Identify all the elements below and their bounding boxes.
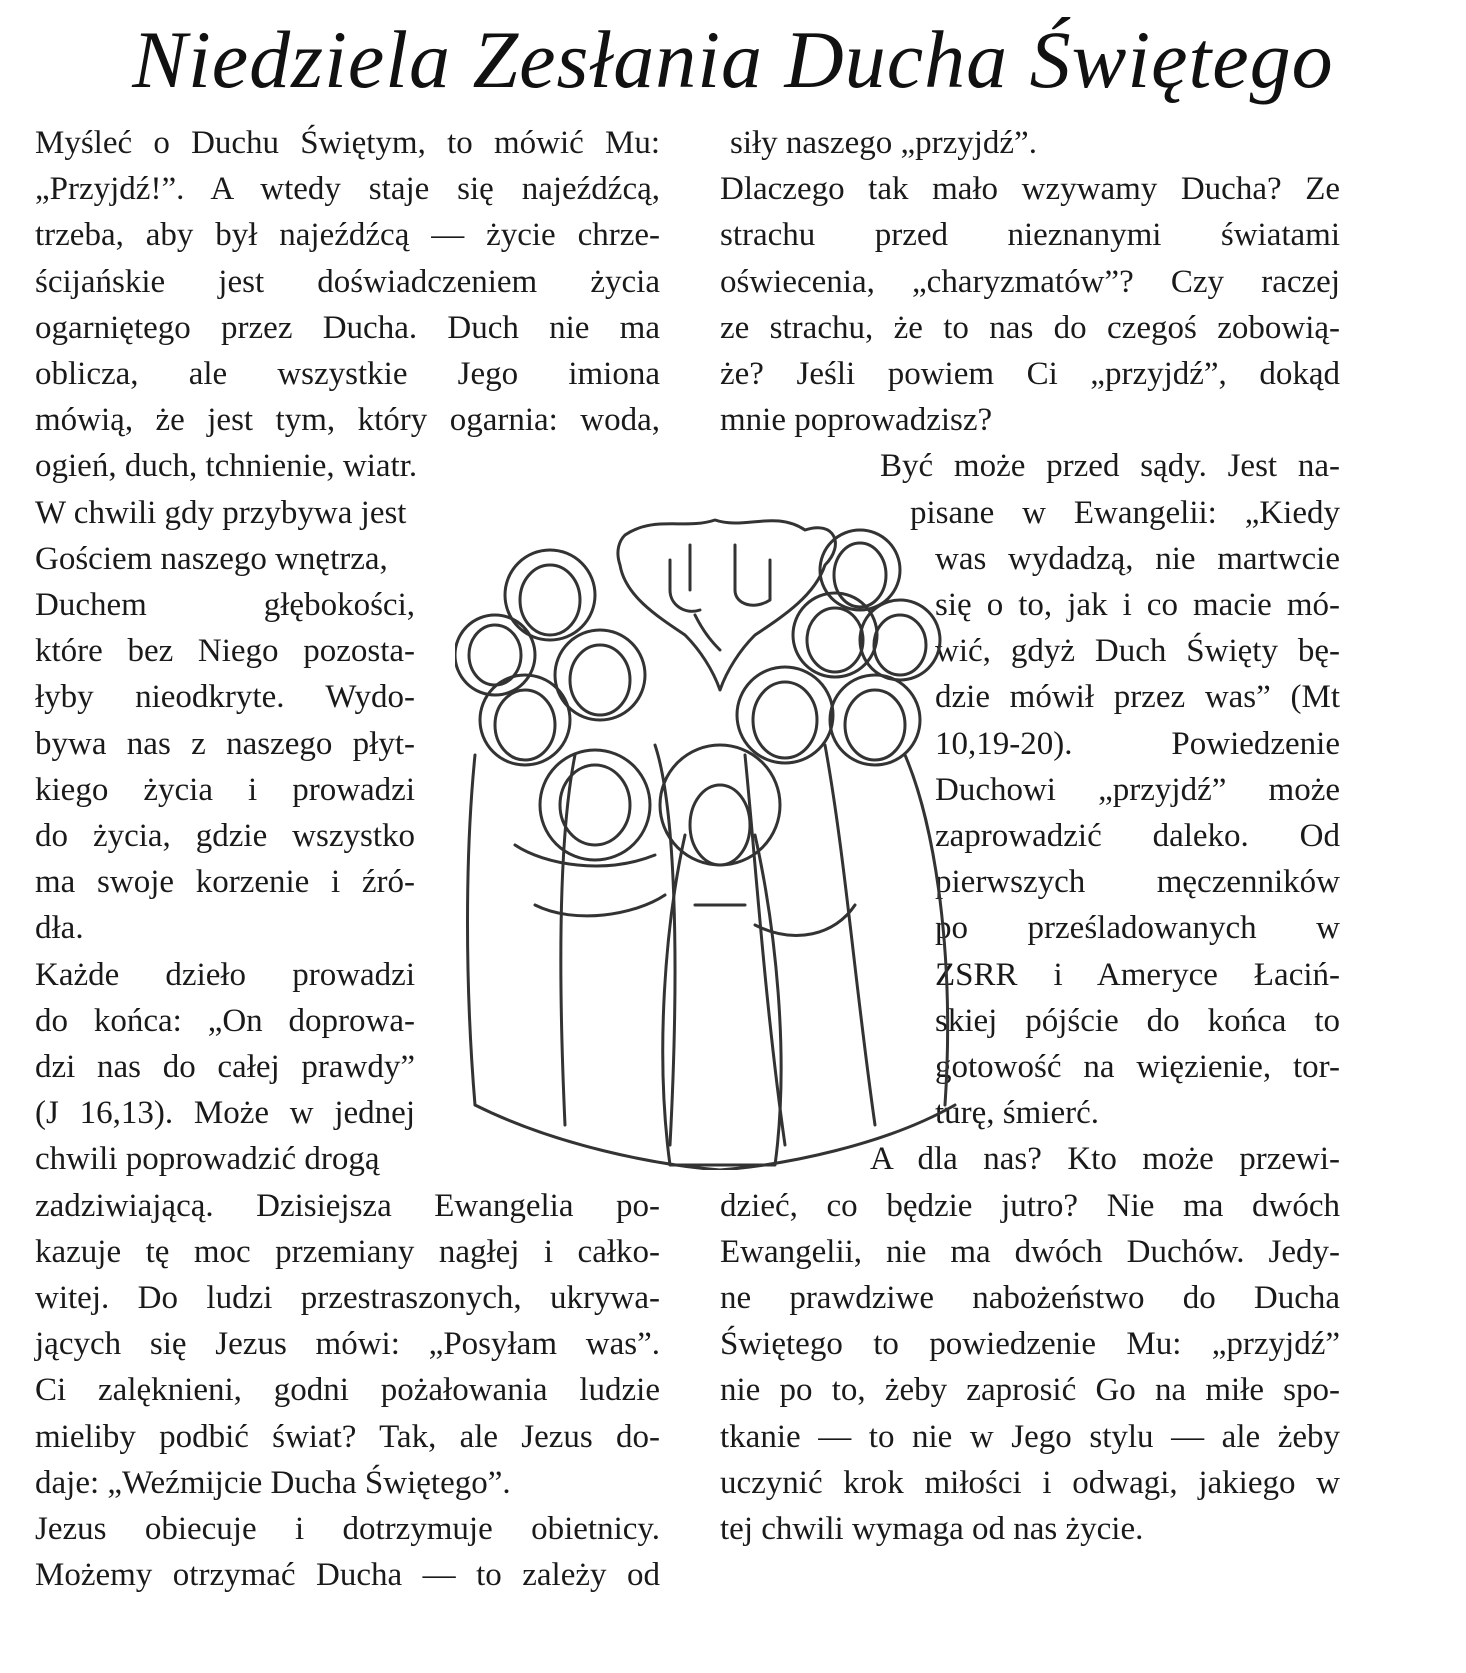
text-line: skiej pójście do końca to: [935, 1002, 1340, 1039]
text-line: Jezus obiecuje i dotrzymuje obietnicy.: [35, 1511, 660, 1547]
text-line: „Przyjdź!”. A wtedy staje się najeźdźcą,: [35, 171, 660, 208]
text-line: bywa nas z naszego płyt-: [35, 725, 415, 762]
text-line: strachu przed nieznanymi światami: [720, 217, 1340, 254]
text-line: W chwili gdy przybywa jest: [35, 494, 407, 531]
text-line: mieliby podbić świat? Tak, ale Jezus do-: [35, 1418, 660, 1455]
text-line: was wydadzą, nie martwcie: [935, 540, 1340, 577]
text-line: ścijańskie jest doświadczeniem życia: [35, 263, 660, 300]
text-line: ZSRR i Ameryce Łaciń-: [935, 956, 1340, 993]
text-line: wić, gdyż Duch Święty bę-: [935, 633, 1340, 670]
text-line: A dla nas? Kto może przewi-: [870, 1141, 1340, 1178]
text-line: ogień, duch, tchnienie, wiatr.: [35, 448, 418, 485]
text-line: (J 16,13). Może w jednej: [35, 1095, 415, 1132]
text-line: Każde dzieło prowadzi: [35, 956, 415, 993]
text-line: Ewangelii, nie ma dwóch Duchów. Jedy-: [720, 1233, 1340, 1270]
text-line: Duchem głębokości,: [35, 587, 415, 623]
text-line: dzieć, co będzie jutro? Nie ma dwóch: [720, 1187, 1340, 1224]
text-line: mówią, że jest tym, który ogarnia: woda,: [35, 402, 660, 439]
text-line: pierwszych męczenników: [935, 864, 1340, 901]
text-line: zaprowadzić daleko. Od: [935, 818, 1340, 854]
text-line: oblicza, ale wszystkie Jego imiona: [35, 356, 660, 392]
text-line: do życia, gdzie wszystko: [35, 818, 415, 854]
text-line: gotowość na więzienie, tor-: [935, 1049, 1340, 1085]
dove-flame-icon: [618, 520, 835, 690]
text-line: 10,19-20). Powiedzenie: [935, 725, 1340, 762]
text-line: Duchowi „przyjdź” może: [935, 771, 1340, 808]
text-line: ze strachu, że to nas do czegoś zobowią-: [720, 309, 1340, 346]
text-line: witej. Do ludzi przestraszonych, ukrywa-: [35, 1280, 660, 1316]
apostles-group: [455, 530, 955, 1170]
text-line: łyby nieodkryte. Wydo-: [35, 679, 415, 716]
text-line: kazuje tę moc przemiany nagłej i całko-: [35, 1233, 660, 1270]
text-line: trzeba, aby był najeźdźcą — życie chrze-: [35, 217, 660, 254]
text-line: tkanie — to nie w Jego stylu — ale żeby: [720, 1418, 1340, 1455]
text-line: dzi nas do całej prawdy”: [35, 1049, 415, 1085]
text-line: siły naszego „przyjdź”.: [730, 125, 1037, 161]
text-line: Być może przed sądy. Jest na-: [880, 448, 1340, 485]
text-line: uczynić krok miłości i odwagi, jakiego w: [720, 1464, 1340, 1501]
text-line: które bez Niego pozosta-: [35, 633, 415, 670]
text-line: oświecenia, „charyzmatów”? Czy raczej: [720, 263, 1340, 300]
text-line: kiego życia i prowadzi: [35, 771, 415, 808]
text-line: mnie poprowadzisz?: [720, 402, 993, 439]
text-line: Ci zalęknieni, godni pożałowania ludzie: [35, 1372, 660, 1409]
pentecost-illustration: [455, 505, 985, 1170]
text-line: Możemy otrzymać Ducha — to zależy od: [35, 1557, 660, 1594]
text-line: do końca: „On doprowa-: [35, 1002, 415, 1039]
text-line: Dlaczego tak mało wzywamy Ducha? Ze: [720, 171, 1340, 208]
text-line: pisane w Ewangelii: „Kiedy: [910, 494, 1340, 531]
text-line: tej chwili wymaga od nas życie.: [720, 1511, 1144, 1547]
text-line: ne prawdziwe nabożeństwo do Ducha: [720, 1280, 1340, 1316]
text-line: się o to, jak i co macie mó-: [935, 587, 1340, 623]
text-line: Świętego to powiedzenie Mu: „przyjdź”: [720, 1326, 1340, 1363]
text-line: dła.: [35, 910, 84, 947]
text-line: że? Jeśli powiem Ci „przyjdź”, dokąd: [720, 356, 1340, 392]
text-line: nie po to, żeby zaprosić Go na miłe spo-: [720, 1372, 1340, 1409]
text-line: chwili poprowadzić drogą: [35, 1141, 380, 1178]
text-line: zadziwiającą. Dzisiejsza Ewangelia po-: [35, 1187, 660, 1224]
text-line: jących się Jezus mówi: „Posyłam was”.: [35, 1326, 660, 1363]
text-line: daje: „Weźmijcie Ducha Świętego”.: [35, 1464, 511, 1501]
text-line: ma swoje korzenie i źró-: [35, 864, 415, 901]
text-line: turę, śmierć.: [935, 1095, 1100, 1132]
page-title: Niedziela Zesłania Ducha Świętego: [132, 14, 1334, 105]
text-line: Gościem naszego wnętrza,: [35, 540, 388, 577]
text-line: ogarniętego przez Ducha. Duch nie ma: [35, 309, 660, 346]
text-line: po prześladowanych w: [935, 910, 1340, 947]
text-line: dzie mówił przez was” (Mt: [935, 679, 1340, 716]
text-line: Myśleć o Duchu Świętym, to mówić Mu:: [35, 125, 660, 161]
